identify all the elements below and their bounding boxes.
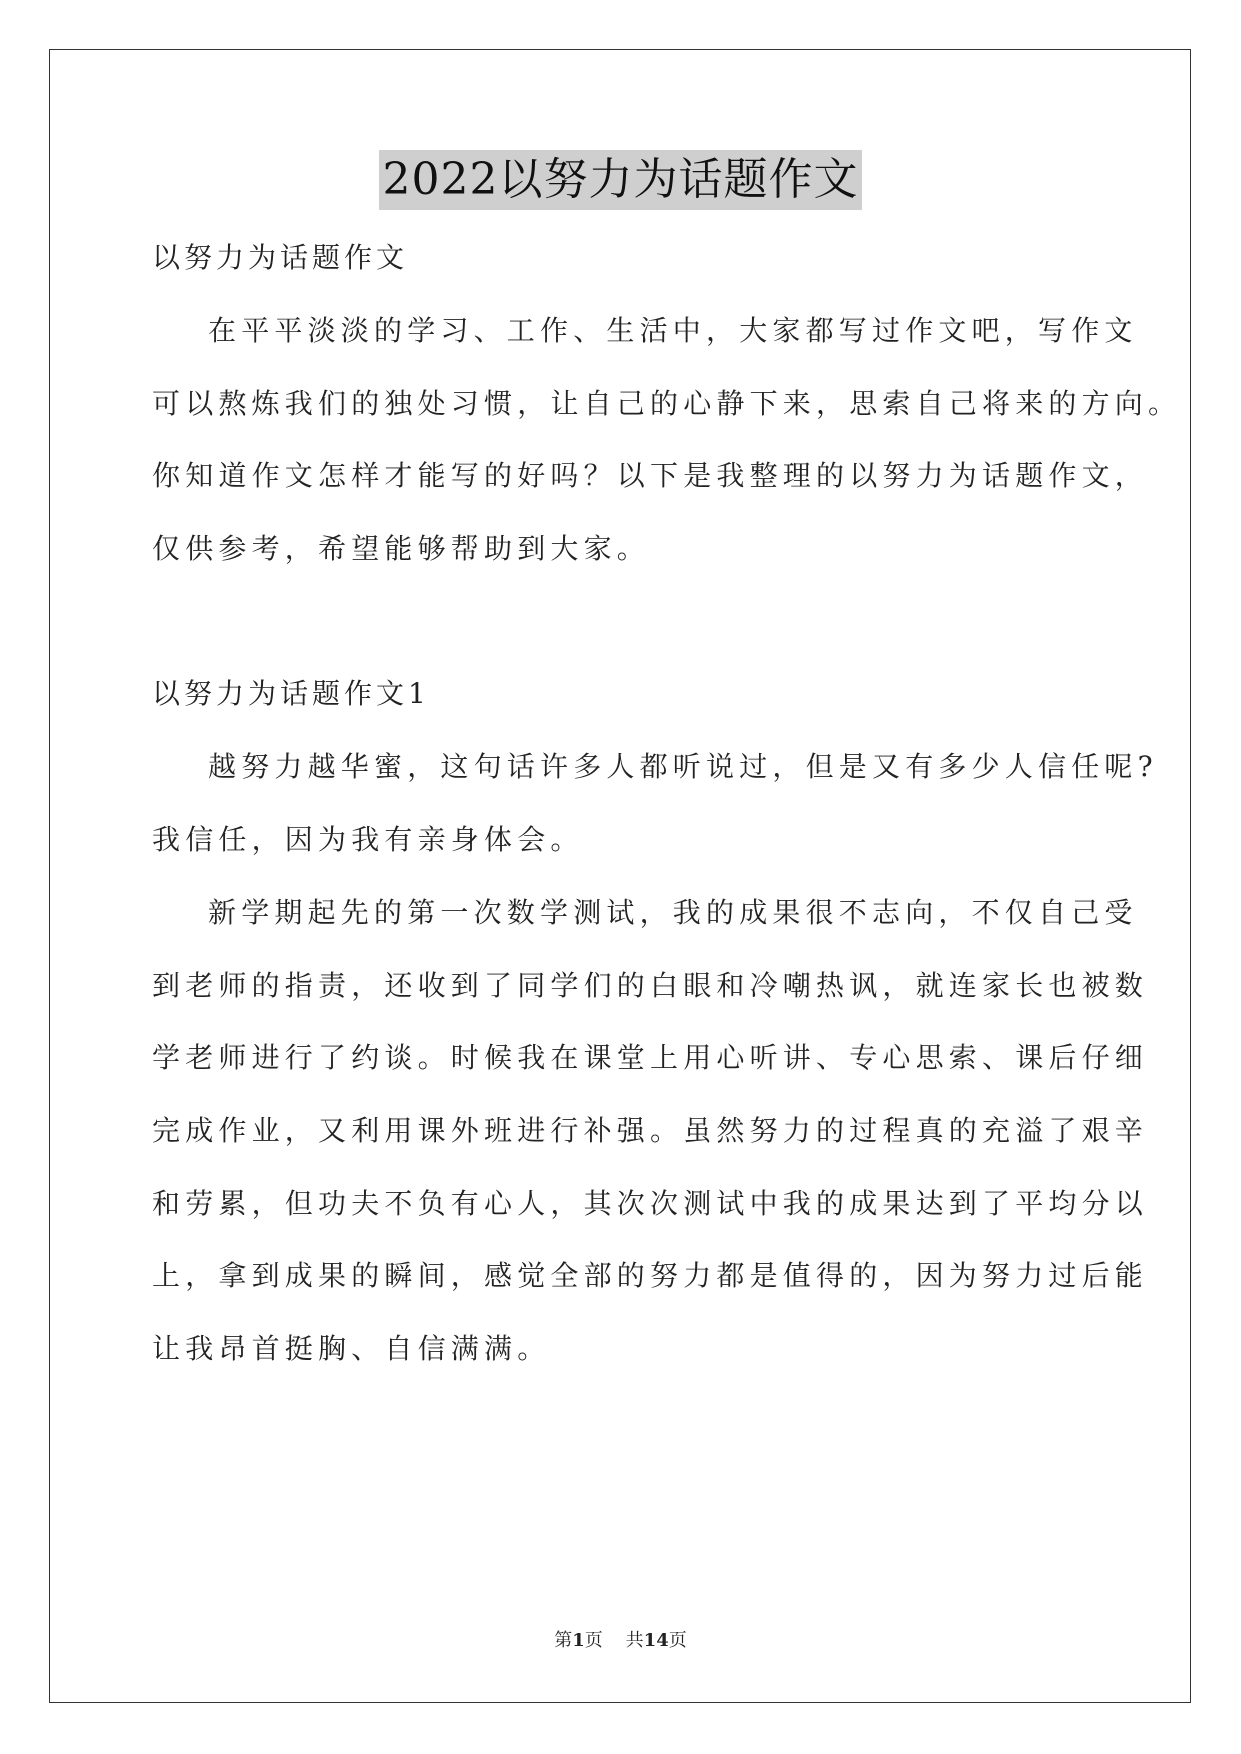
essay-1-heading: 以努力为话题作文1 xyxy=(152,677,430,710)
essay-1-paragraph-2-line-7: 让我昂首挺胸、自信满满。 xyxy=(152,1332,551,1365)
intro-paragraph-line-4: 仅供参考，希望能够帮助到大家。 xyxy=(152,532,651,565)
intro-paragraph-line-1: 在平平淡淡的学习、工作、生活中，大家都写过作文吧，写作文 xyxy=(208,314,1138,347)
essay-1-paragraph-1-line-2: 我信任，因为我有亲身体会。 xyxy=(152,823,584,856)
essay-1-paragraph-2-line-1: 新学期起先的第一次数学测试，我的成果很不志向，不仅自己受 xyxy=(208,896,1138,929)
document-title: 2022以努力为话题作文 xyxy=(379,150,863,210)
essay-1-paragraph-1-line-1: 越努力越华蜜，这句话许多人都听说过，但是又有多少人信任呢? xyxy=(208,750,1158,783)
footer-total-prefix: 共 xyxy=(625,1630,644,1651)
title-container xyxy=(0,150,1241,210)
page-footer xyxy=(0,1629,1241,1653)
footer-page-prefix: 第 xyxy=(554,1630,573,1651)
footer-page-suffix: 页 xyxy=(584,1630,603,1651)
footer-total-pages: 14 xyxy=(643,1630,669,1651)
page-border xyxy=(49,49,1191,1703)
essay-1-paragraph-2-line-6: 上，拿到成果的瞬间，感觉全部的努力都是值得的，因为努力过后能 xyxy=(152,1259,1149,1292)
footer-page-number: 1 xyxy=(572,1630,585,1651)
intro-paragraph-line-2: 可以熬炼我们的独处习惯，让自己的心静下来，思索自己将来的方向。 xyxy=(152,387,1182,420)
essay-1-paragraph-2-line-4: 完成作业，又利用课外班进行补强。虽然努力的过程真的充溢了艰辛 xyxy=(152,1114,1149,1147)
essay-1-paragraph-2-line-3: 学老师进行了约谈。时候我在课堂上用心听讲、专心思索、课后仔细 xyxy=(152,1041,1149,1074)
intro-paragraph-line-3: 你知道作文怎样才能写的好吗？以下是我整理的以努力为话题作文， xyxy=(152,459,1149,492)
essay-1-paragraph-2-line-2: 到老师的指责，还收到了同学们的白眼和冷嘲热讽，就连家长也被数 xyxy=(152,969,1149,1002)
essay-1-paragraph-2-line-5: 和劳累，但功夫不负有心人，其次次测试中我的成果达到了平均分以 xyxy=(152,1187,1149,1220)
footer-total-suffix: 页 xyxy=(668,1630,687,1651)
intro-heading: 以努力为话题作文 xyxy=(152,241,409,274)
